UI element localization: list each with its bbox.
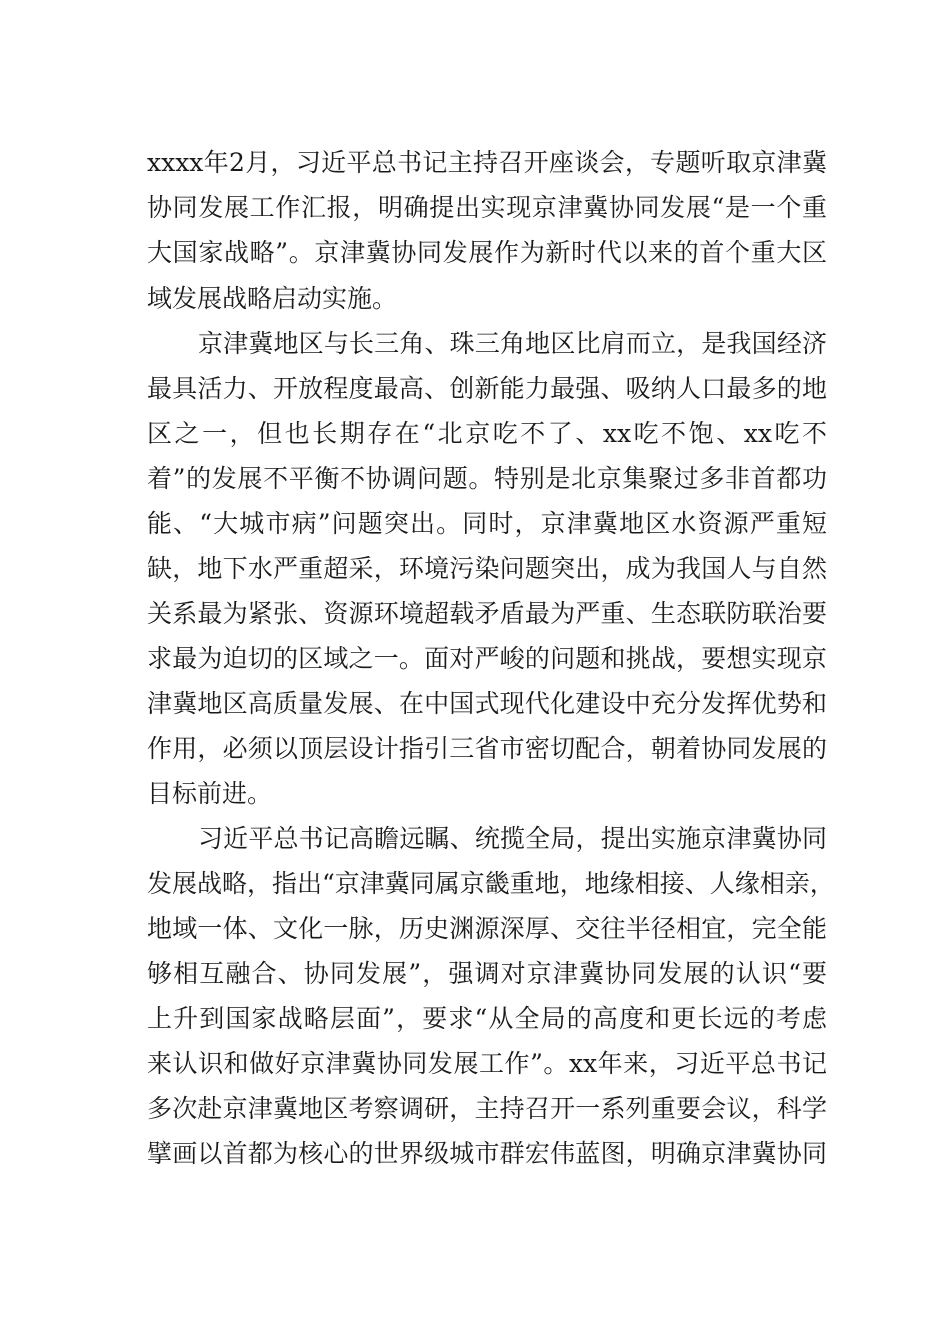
paragraph-1-line-2: 协同发展工作汇报，明确提出实现京津冀协同发展“是一个重 [147, 193, 827, 222]
paragraph-2-line-3: 区之一，但也长期存在“北京吃不了、xx吃不饱、xx吃不 [147, 419, 827, 448]
paragraph-3-line-2: 发展战略，指出“京津冀同属京畿重地，地缘相接、人缘相亲， [147, 869, 835, 898]
paragraph-2-line-11: 目标前进。 [147, 779, 273, 808]
paragraph-2-line-6: 缺，地下水严重超采，环境污染问题突出，成为我国人与自然 [147, 554, 827, 583]
paragraph-3-line-6: 来认识和做好京津冀协同发展工作”。xx年来，习近平总书记 [147, 1049, 827, 1078]
paragraph-2-line-7: 关系最为紧张、资源环境超载矛盾最为严重、生态联防联治要 [147, 599, 827, 628]
paragraph-2-line-2: 最具活力、开放程度最高、创新能力最强、吸纳人口最多的地 [147, 374, 827, 403]
paragraph-2-line-5: 能、“大城市病”问题突出。同时，京津冀地区水资源严重短 [147, 509, 827, 538]
paragraph-3-line-5: 上升到国家战略层面”，要求“从全局的高度和更长远的考虑 [147, 1004, 827, 1033]
paragraph-2-line-4: 着”的发展不平衡不协调问题。特别是北京集聚过多非首都功 [147, 464, 827, 493]
paragraph-1-line-4: 域发展战略启动实施。 [147, 284, 398, 313]
paragraph-1-line-3: 大国家战略”。京津冀协同发展作为新时代以来的首个重大区 [147, 238, 827, 267]
paragraph-3-line-8: 擘画以首都为核心的世界级城市群宏伟蓝图，明确京津冀协同 [147, 1139, 827, 1168]
paragraph-2-line-1: 京津冀地区与长三角、珠三角地区比肩而立，是我国经济 [198, 329, 827, 358]
paragraph-3-line-1: 习近平总书记高瞻远瞩、统揽全局，提出实施京津冀协同 [198, 824, 827, 853]
paragraph-3-line-3: 地域一体、文化一脉，历史渊源深厚、交往半径相宜，完全能 [147, 914, 827, 943]
paragraph-3-line-7: 多次赴京津冀地区考察调研，主持召开一系列重要会议，科学 [147, 1094, 827, 1123]
paragraph-2-line-9: 津冀地区高质量发展、在中国式现代化建设中充分发挥优势和 [147, 689, 827, 718]
paragraph-2-line-10: 作用，必须以顶层设计指引三省市密切配合，朝着协同发展的 [147, 734, 827, 763]
paragraph-3-line-4: 够相互融合、协同发展”，强调对京津冀协同发展的认识“要 [147, 959, 827, 988]
paragraph-1-line-1: xxxx年2月，习近平总书记主持召开座谈会，专题听取京津冀 [147, 148, 827, 177]
paragraph-2-line-8: 求最为迫切的区域之一。面对严峻的问题和挑战，要想实现京 [147, 644, 827, 673]
